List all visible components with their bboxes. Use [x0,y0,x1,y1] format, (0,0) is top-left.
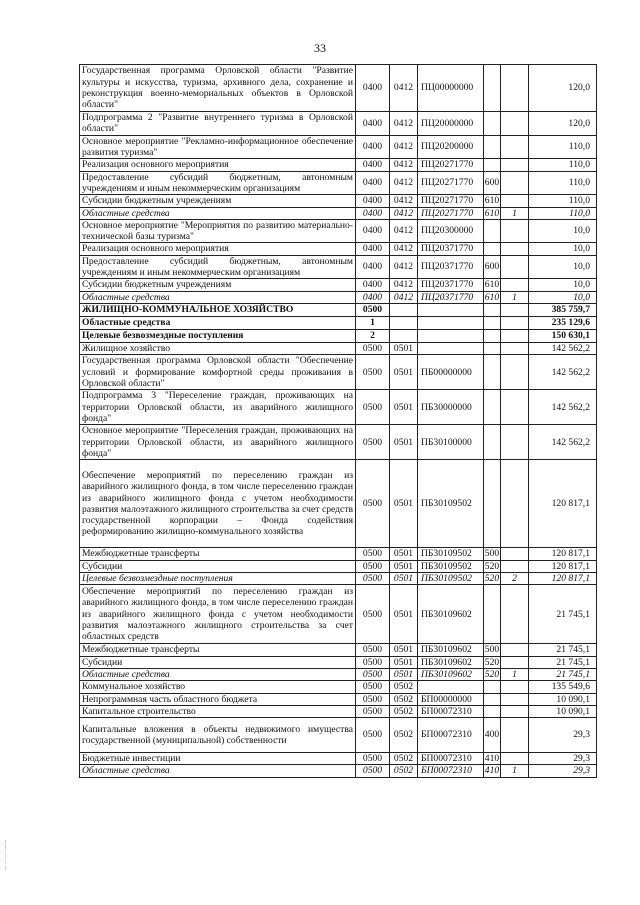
row-section-code: 0500 [356,560,390,572]
table-row [80,765,597,777]
row-expense-type-code: 410 [484,765,500,777]
row-name-cell: Капитальные вложения в объекты недвижимого имущества государственной (муниципальной) собственности [80,718,356,753]
row-amount: 110,0 [529,207,597,219]
row-subsection-code: 0412 [390,219,418,243]
row-funding-source-code [501,548,529,560]
row-target-article-code: ПЦ20271770 [418,195,484,207]
row-expense-type-code: 500 [484,644,500,656]
row-section-code: 0500 [356,390,390,425]
row-amount: 110,0 [529,135,597,159]
row-section-code: 0500 [356,572,390,584]
row-funding-source-code [501,705,529,717]
row-funding-source-code [501,112,529,136]
row-name-cell: Реализация основного мероприятия [80,159,356,171]
row-expense-type-code: 610 [484,195,500,207]
row-expense-type-code [484,135,501,159]
row-subsection-code: 0412 [390,65,418,112]
row-name-cell: Основное мероприятие "Переселения граждан, проживающих на территории Орловской области, из аварийного жилищного фонда" [80,425,356,460]
row-funding-source-code [501,585,529,644]
row-section-code: 0400 [356,195,390,207]
row-name-cell: Коммунальное хозяйство [80,681,356,693]
row-section-code: 0400 [356,243,390,255]
row-subsection-code: 0502 [390,718,418,753]
row-name-cell: Предоставление субсидий бюджетным, автономным учреждениям и иным некоммерческим организациям [80,255,356,279]
table-row [80,207,597,219]
row-name-cell: Межбюджетные трансферты [80,548,356,560]
row-target-article-code: ПБ30109602 [418,668,484,680]
table-row [80,753,597,765]
row-funding-source-code: 1 [501,207,529,219]
row-subsection-code: 0412 [390,195,418,207]
row-section-code: 0500 [356,693,390,705]
row-amount: 10 090,1 [529,693,597,705]
row-funding-source-code [501,460,529,548]
row-target-article-code: ПЦ20200000 [418,135,484,159]
row-target-article-code: БП00072310 [418,765,484,777]
row-funding-source-code [501,753,529,765]
row-subsection-code [390,304,418,317]
row-expense-type-code [484,304,501,317]
row-amount: 120,0 [529,112,597,136]
row-name-cell: Капитальное строительство [80,705,356,717]
row-expense-type-code: 610 [484,207,500,219]
row-funding-source-code [501,355,529,390]
row-name-cell: Межбюджетные трансферты [80,644,356,656]
row-expense-type-code [484,460,501,548]
row-subsection-code: 0412 [390,159,418,171]
row-amount: 29,3 [529,765,597,777]
row-section-code: 0500 [356,425,390,460]
row-name-cell: Целевые безвозмездные поступления [80,330,356,343]
row-funding-source-code [501,279,529,291]
row-target-article-code: ПБ30000000 [418,390,484,425]
table-row [80,291,597,303]
row-amount: 110,0 [529,159,597,171]
table-row [80,304,597,317]
row-expense-type-code: 520 [484,572,500,584]
row-amount: 29,3 [529,753,597,765]
row-target-article-code: ПБ30109602 [418,656,484,668]
row-amount: 110,0 [529,171,597,195]
row-expense-type-code [484,681,501,693]
row-subsection-code: 0412 [390,171,418,195]
row-name-cell: Непрограммная часть областного бюджета [80,693,356,705]
row-expense-type-code [484,693,501,705]
page-number: 33 [314,41,326,55]
row-expense-type-code: 610 [484,291,500,303]
row-name-cell: Жилищное хозяйство [80,343,356,355]
table-row [80,572,597,584]
row-funding-source-code: 1 [501,668,529,680]
row-target-article-code: ПБ30109502 [418,572,484,584]
table-row [80,718,597,753]
row-name-cell: Бюджетные инвестиции [80,753,356,765]
row-amount: 29,3 [529,718,597,753]
table-row [80,656,597,668]
table-row [80,425,597,460]
row-section-code: 0500 [356,460,390,548]
row-expense-type-code [484,317,501,330]
row-amount: 10,0 [529,219,597,243]
row-target-article-code [418,317,484,330]
row-subsection-code: 0501 [390,460,418,548]
row-subsection-code: 0501 [390,343,418,355]
row-target-article-code: ПБ30109502 [418,460,484,548]
row-subsection-code: 0501 [390,668,418,680]
table-row [80,112,597,136]
table-row [80,343,597,355]
table-row [80,355,597,390]
row-amount: 10,0 [529,279,597,291]
table-row [80,195,597,207]
table-row [80,693,597,705]
row-section-code: 0400 [356,171,390,195]
row-amount: 142 562,2 [529,425,597,460]
row-name-cell: Государственная программа Орловской области "Обеспечение условий и формирование комфортной среды проживания в Орловской области" [80,355,356,390]
row-section-code: 0400 [356,279,390,291]
row-target-article-code: ПЦ00000000 [418,65,484,112]
row-amount: 10,0 [529,291,597,303]
table-row [80,681,597,693]
row-expense-type-code: 520 [484,656,500,668]
row-subsection-code: 0501 [390,656,418,668]
row-funding-source-code [501,656,529,668]
row-funding-source-code: 2 [501,572,529,584]
row-subsection-code: 0412 [390,279,418,291]
row-expense-type-code: 610 [484,279,500,291]
row-name-cell: Субсидии бюджетным учреждениям [80,195,356,207]
table-row [80,390,597,425]
row-section-code: 0500 [356,718,390,753]
budget-table-body [80,65,597,778]
row-section-code: 0400 [356,112,390,136]
row-name-cell: Областные средства [80,291,356,303]
row-funding-source-code [501,135,529,159]
row-target-article-code: ПБ30109602 [418,585,484,644]
row-section-code: 1 [356,317,390,330]
row-amount: 385 759,7 [529,304,597,317]
row-amount: 150 630,1 [529,330,597,343]
row-name-cell: Подпрограмма 3 "Переселение граждан, проживающих на территории Орловской области, из аварийного жилищного фонда" [80,390,356,425]
row-expense-type-code: 600 [484,255,501,279]
scan-edge-mark [5,840,8,870]
row-subsection-code: 0412 [390,291,418,303]
row-target-article-code: ПЦ20000000 [418,112,484,136]
row-name-cell: Основное мероприятие "Мероприятия по развитию материально-технической базы туризма" [80,219,356,243]
row-section-code: 0400 [356,255,390,279]
row-funding-source-code [501,425,529,460]
row-name-cell: Областные средства [80,765,356,777]
row-expense-type-code [484,112,501,136]
row-expense-type-code [484,159,501,171]
row-subsection-code: 0502 [390,765,418,777]
row-expense-type-code [484,243,501,255]
row-expense-type-code [484,425,501,460]
row-section-code: 0400 [356,159,390,171]
row-funding-source-code [501,65,529,112]
table-row [80,279,597,291]
table-row [80,255,597,279]
row-subsection-code: 0412 [390,135,418,159]
table-row [80,65,597,112]
row-name-cell: Субсидии [80,656,356,668]
row-section-code: 0500 [356,548,390,560]
budget-table [79,64,597,778]
row-subsection-code: 0501 [390,585,418,644]
row-amount: 110,0 [529,195,597,207]
row-amount: 120 817,1 [529,560,597,572]
table-row [80,330,597,343]
row-funding-source-code [501,243,529,255]
row-section-code: 0500 [356,765,390,777]
row-section-code: 0500 [356,656,390,668]
row-subsection-code: 0412 [390,255,418,279]
table-row [80,317,597,330]
row-expense-type-code [484,355,501,390]
table-row [80,705,597,717]
row-name-cell: Целевые безвозмездные поступления [80,572,356,584]
row-expense-type-code: 600 [484,171,501,195]
row-amount: 142 562,2 [529,355,597,390]
row-amount: 120 817,1 [529,572,597,584]
row-subsection-code: 0501 [390,355,418,390]
row-section-code: 0500 [356,753,390,765]
row-amount: 21 745,1 [529,585,597,644]
row-name-cell: Государственная программа Орловской области "Развитие культуры и искусства, туризма, архивного дела, сохранение и реконструкция военно-мемориальных объектов в Орловской области" [80,65,356,112]
row-amount: 10 090,1 [529,705,597,717]
row-section-code: 0500 [356,343,390,355]
row-target-article-code: БП00072310 [418,705,484,717]
row-expense-type-code [484,219,501,243]
table-row [80,668,597,680]
row-section-code: 0400 [356,219,390,243]
row-expense-type-code [484,343,501,355]
row-target-article-code: ПЦ20271770 [418,159,484,171]
row-funding-source-code [501,343,529,355]
row-expense-type-code [484,585,501,644]
table-row [80,243,597,255]
table-row [80,548,597,560]
row-amount: 10,0 [529,255,597,279]
row-amount: 120 817,1 [529,548,597,560]
row-subsection-code: 0412 [390,207,418,219]
row-amount: 120 817,1 [529,460,597,548]
row-funding-source-code [501,330,529,343]
row-funding-source-code [501,718,529,753]
row-target-article-code [418,681,484,693]
row-target-article-code: ПБ30109602 [418,644,484,656]
row-subsection-code: 0502 [390,705,418,717]
row-name-cell: Субсидии бюджетным учреждениям [80,279,356,291]
row-section-code: 0500 [356,355,390,390]
row-target-article-code: ПЦ20371770 [418,291,484,303]
row-expense-type-code: 500 [484,548,500,560]
row-target-article-code: ПЦ20271770 [418,171,484,195]
row-amount: 120,0 [529,65,597,112]
row-section-code: 2 [356,330,390,343]
row-subsection-code: 0502 [390,681,418,693]
table-row [80,135,597,159]
row-section-code: 0400 [356,135,390,159]
row-expense-type-code: 410 [484,753,500,765]
row-section-code: 0500 [356,668,390,680]
row-subsection-code: 0501 [390,644,418,656]
row-funding-source-code [501,304,529,317]
table-row [80,460,597,548]
row-expense-type-code [484,705,501,717]
row-name-cell: Субсидии [80,560,356,572]
table-row [80,219,597,243]
row-subsection-code [390,317,418,330]
row-name-cell: ЖИЛИЩНО-КОММУНАЛЬНОЕ ХОЗЯЙСТВО [80,304,356,317]
row-funding-source-code [501,644,529,656]
row-target-article-code: ПЦ20300000 [418,219,484,243]
table-row [80,560,597,572]
row-subsection-code: 0412 [390,243,418,255]
row-funding-source-code: 1 [501,765,529,777]
row-name-cell: Реализация основного мероприятия [80,243,356,255]
row-funding-source-code [501,195,529,207]
row-expense-type-code [484,390,501,425]
row-name-cell: Обеспечение мероприятий по переселению граждан из аварийного жилищного фонда, в том числе переселению граждан из аварийного жилищного фонда с учетом необходимости развития малоэтажного жилищного строительства за счет областных средств [80,585,356,644]
row-target-article-code: ПБ00000000 [418,355,484,390]
row-section-code: 0500 [356,304,390,317]
row-section-code: 0500 [356,585,390,644]
row-funding-source-code [501,255,529,279]
row-amount: 142 562,2 [529,343,597,355]
row-target-article-code: ПЦ20271770 [418,207,484,219]
row-funding-source-code [501,159,529,171]
row-section-code: 0400 [356,291,390,303]
table-row [80,585,597,644]
row-target-article-code: ПЦ20371770 [418,255,484,279]
row-target-article-code: ПБ30100000 [418,425,484,460]
row-funding-source-code [501,560,529,572]
row-funding-source-code [501,681,529,693]
row-subsection-code: 0501 [390,572,418,584]
table-row [80,159,597,171]
table-row [80,171,597,195]
table-row [80,644,597,656]
row-name-cell: Обеспечение мероприятий по переселению граждан из аварийного жилищного фонда, в том числе переселению граждан из аварийного жилищного фонда с учетом необходимости развития малоэтажного жилищного строительства за счет средств государственной корпорации – Фонда содействия реформированию жилищно-коммунального хозяйства [80,460,356,548]
row-funding-source-code [501,171,529,195]
row-amount: 21 745,1 [529,656,597,668]
row-amount: 21 745,1 [529,644,597,656]
row-subsection-code [390,330,418,343]
row-target-article-code: ПБ30109502 [418,560,484,572]
row-subsection-code: 0502 [390,693,418,705]
row-name-cell: Основное мероприятие "Рекламно-информационное обеспечение развития туризма" [80,135,356,159]
row-subsection-code: 0412 [390,112,418,136]
row-target-article-code: БП00000000 [418,693,484,705]
row-subsection-code: 0501 [390,548,418,560]
row-expense-type-code: 400 [484,718,501,753]
row-target-article-code [418,343,484,355]
row-subsection-code: 0501 [390,560,418,572]
row-section-code: 0500 [356,705,390,717]
row-funding-source-code [501,317,529,330]
row-subsection-code: 0502 [390,753,418,765]
row-section-code: 0500 [356,681,390,693]
row-target-article-code: БП00072310 [418,753,484,765]
row-amount: 142 562,2 [529,390,597,425]
row-target-article-code: ПЦ20371770 [418,279,484,291]
row-funding-source-code [501,693,529,705]
row-expense-type-code [484,65,501,112]
row-expense-type-code: 520 [484,560,500,572]
row-subsection-code: 0501 [390,425,418,460]
row-amount: 135 549,6 [529,681,597,693]
row-name-cell: Областные средства [80,668,356,680]
row-funding-source-code: 1 [501,291,529,303]
row-amount: 21 745,1 [529,668,597,680]
row-name-cell: Областные средства [80,317,356,330]
row-target-article-code: ПЦ20371770 [418,243,484,255]
row-target-article-code [418,304,484,317]
row-name-cell: Областные средства [80,207,356,219]
row-name-cell: Предоставление субсидий бюджетным, автономным учреждениям и иным некоммерческим организациям [80,171,356,195]
row-expense-type-code [484,330,501,343]
row-amount: 235 129,6 [529,317,597,330]
row-amount: 10,0 [529,243,597,255]
row-funding-source-code [501,219,529,243]
row-section-code: 0400 [356,65,390,112]
row-funding-source-code [501,390,529,425]
row-section-code: 0500 [356,644,390,656]
row-target-article-code: БП00072310 [418,718,484,753]
row-name-cell: Подпрограмма 2 "Развитие внутреннего туризма в Орловской области" [80,112,356,136]
row-target-article-code: ПБ30109502 [418,548,484,560]
row-subsection-code: 0501 [390,390,418,425]
row-target-article-code [418,330,484,343]
row-section-code: 0400 [356,207,390,219]
row-expense-type-code: 520 [484,668,500,680]
